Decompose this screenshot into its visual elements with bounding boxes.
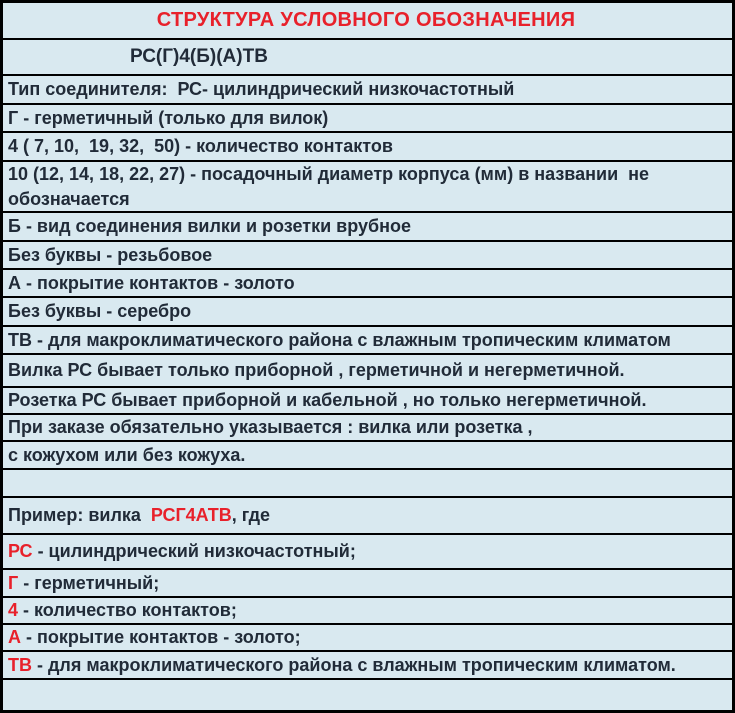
example-item-desc: - количество контактов; [18, 600, 237, 621]
table-row [3, 388, 732, 415]
table-row [3, 242, 732, 270]
example-item-key: Г [8, 572, 19, 593]
table-row [3, 298, 732, 327]
table-row [3, 415, 732, 442]
row-plug-note: Вилка РС бывает только приборной , герметичной и негерметичной. [8, 360, 625, 381]
example-code: РСГ4АТВ [150, 505, 232, 526]
table-row [3, 327, 732, 355]
example-item-a [8, 626, 724, 649]
example-item-key: РС [8, 541, 33, 562]
row-connector-type: Тип соединителя: РС- цилиндрический низкочастотный [8, 79, 515, 100]
table-row [3, 598, 732, 625]
example-item-desc: - покрытие контактов - золото; [21, 627, 301, 648]
example-item-key: А [8, 627, 21, 648]
row-socket-note: Розетка РС бывает приборной и кабельной , но только негерметичной. [8, 390, 647, 411]
table-row [3, 76, 732, 105]
row-tropical-climate: ТВ - для макроклиматического района с влажным тропическим климатом [8, 329, 671, 350]
example-intro [8, 504, 724, 527]
table-row [3, 3, 732, 40]
table-row [3, 535, 732, 570]
table-row [3, 442, 732, 470]
example-item-desc: - герметичный; [18, 572, 160, 593]
example-intro-prefix: Пример: вилка [8, 505, 151, 526]
example-item-key: 4 [8, 600, 19, 621]
table-row [3, 652, 732, 680]
row-body-diameter-line1: 10 (12, 14, 18, 22, 27) - посадочный диаметр корпуса (мм) в названии не [8, 163, 650, 184]
empty-row [3, 470, 732, 498]
example-item-g [8, 572, 724, 595]
row-body-diameter-line2: обозначается [8, 188, 130, 209]
table-row [3, 625, 732, 652]
table-row [3, 40, 732, 76]
empty-row [3, 680, 732, 710]
table-row [3, 570, 732, 598]
example-item-tv [8, 654, 724, 677]
row-gold-plating: А - покрытие контактов - золото [8, 272, 295, 293]
page-title: СТРУКТУРА УСЛОВНОГО ОБОЗНАЧЕНИЯ [156, 9, 576, 31]
table-row [3, 355, 732, 388]
table-row [3, 133, 732, 162]
example-item-desc: - цилиндрический низкочастотный; [32, 541, 356, 562]
row-order-note: При заказе обязательно указывается : вилка или розетка , [8, 417, 533, 438]
table-row [3, 270, 732, 298]
row-hermetic: Г - герметичный (только для вилок) [8, 107, 329, 128]
example-intro-suffix: , где [231, 505, 271, 526]
row-connection-kind: Б - вид соединения вилки и розетки врубное [8, 216, 411, 237]
table-row [3, 498, 732, 535]
example-item-rs [8, 540, 724, 563]
example-item-4 [8, 599, 724, 622]
row-order-note-cont: с кожухом или без кожуха. [8, 444, 246, 465]
designation-code: РС(Г)4(Б)(А)ТВ [130, 46, 268, 68]
row-contact-count: 4 ( 7, 10, 19, 32, 50) - количество контактов [8, 136, 393, 157]
row-no-letter-silver: Без буквы - серебро [8, 301, 192, 322]
example-item-desc: - для макроклиматического района с влажным тропическим климатом. [32, 654, 676, 675]
table-row [3, 213, 732, 242]
example-item-key: ТВ [8, 654, 32, 675]
table-row [3, 105, 732, 133]
table-row [3, 162, 732, 213]
row-no-letter-threaded: Без буквы - резьбовое [8, 244, 213, 265]
